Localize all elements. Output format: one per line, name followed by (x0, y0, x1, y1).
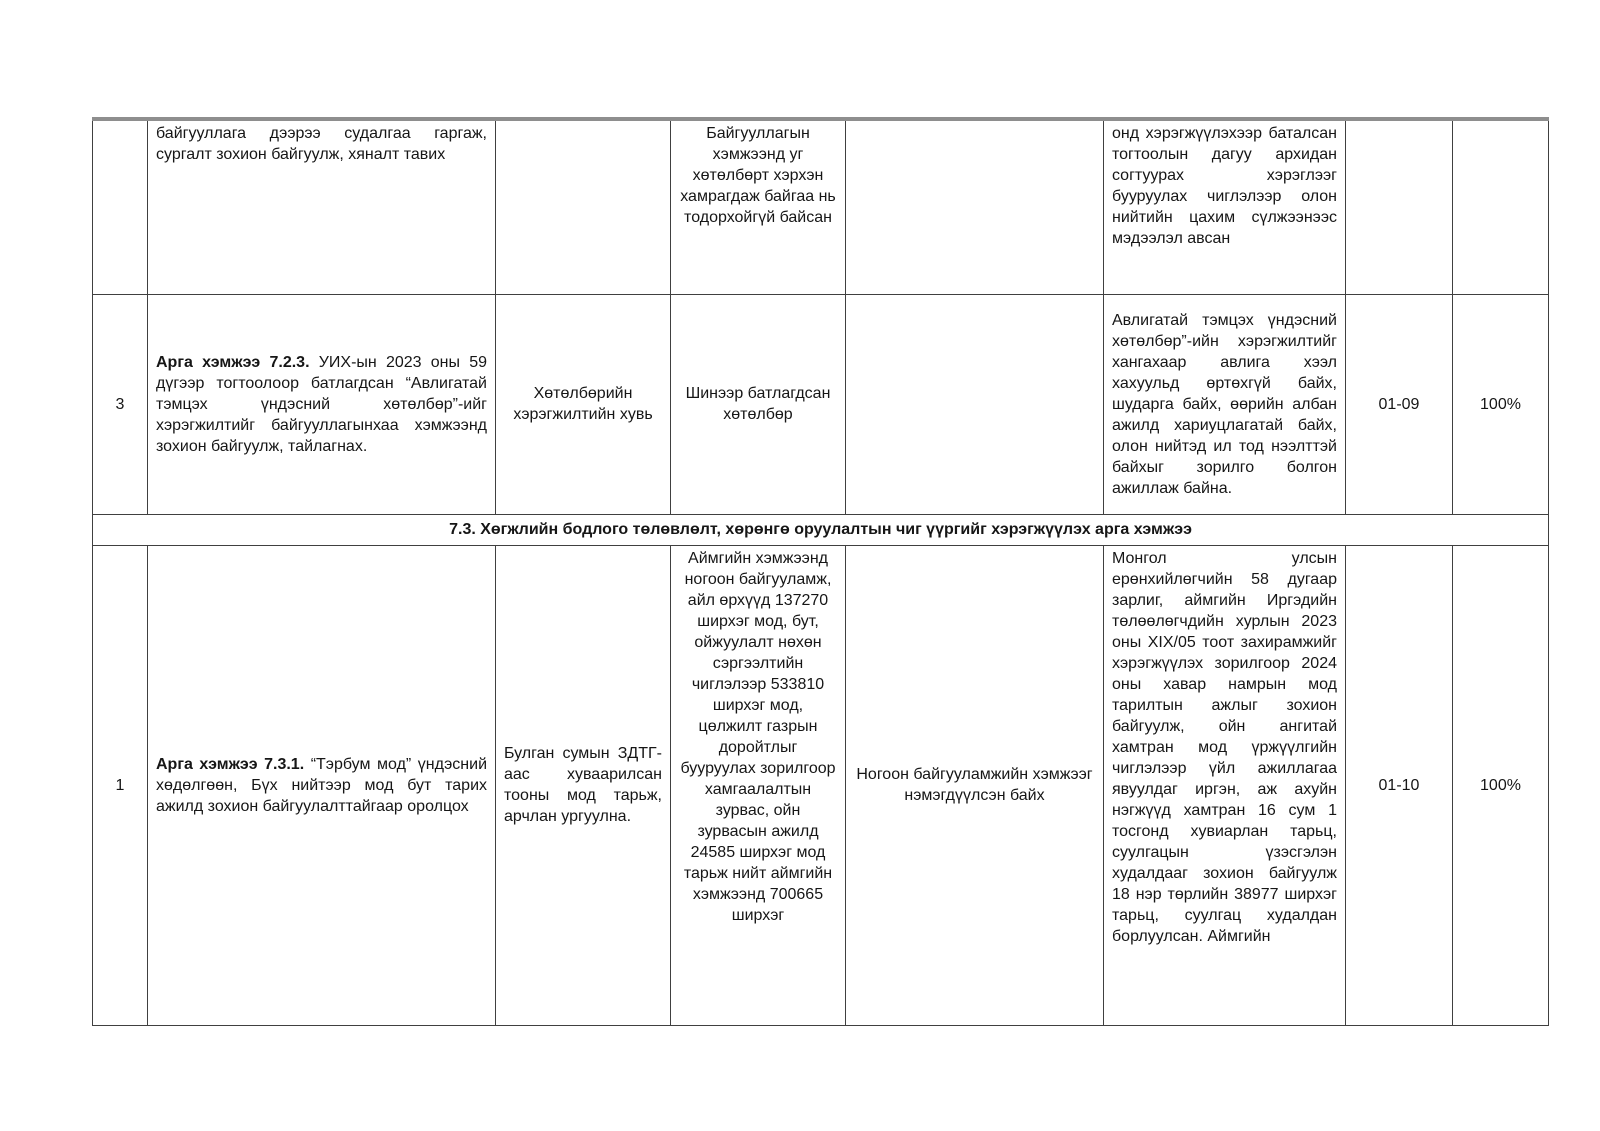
measure-text: УИХ-ын 2023 оны 59 дүгээр тогтоолоор батлагдсан “Авлигатай тэмцэх үндэсний хөтөлбөр”-ийг хэрэгжилтийг байгууллагынхаа хэмжээнд зохион байгуулж, тайлагнах. (156, 353, 487, 455)
measure-text: байгууллага дээрээ судалгаа гаргаж, сургалт зохион байгуулж, хяналт тавих (156, 125, 487, 163)
performance-text: Монгол улсын ерөнхийлөгчийн 58 дугаар зарлиг, аймгийн Иргэдийн төлөөлөгчдийн хурлын 2023 оны XIX/05 тоот захирамжийг хэрэгжүүлэх зорилгоор 2024 оны хавар намрын мод тарилтын ажлыг зохион байгуулж, ойн ангитай хамтран мод үржүүлгийн чиглэлээр үйл ажиллагаа явуулдаг иргэн, аж ахуйн нэгжүүд хамтран 16 сум 1 тосгонд хувиарлан тарьц, суулгацын үзэсгэлэн худалдааг зохион байгуулж 18 нэр төрлийн 38977 ширхэг тарьц, суулгац худалдан борлуулсан. Аймгийн (1112, 549, 1337, 945)
date-text: 01-09 (1378, 395, 1420, 413)
target-text: Аймгийн хэмжээнд ногоон байгууламж, айл өрхүүд 137270 ширхэг мод, бут, ойжуулалт нөхөн сэргээлтийн чиглэлээр 533810 ширхэг мод, цөлжилт газрын доройтлыг бууруулах зорилгоор хамгаалалтын зурвас, ойн зурвасын ажилд 24585 ширхэг мод тарьж нийт аймгийн хэмжээнд 700665 ширхэг (680, 549, 836, 924)
cell-performance (1104, 294, 1346, 514)
cell-percent (1453, 294, 1549, 514)
cell-performance (1104, 119, 1346, 294)
cell-no (93, 545, 148, 1025)
percent-text: 100% (1480, 395, 1521, 413)
table-row-continuation (93, 119, 1549, 294)
cell-indicator (496, 545, 671, 1025)
cell-indicator (496, 294, 671, 514)
date-text: 01-10 (1378, 776, 1420, 794)
measure-label: Арга хэмжээ 7.3.1. (156, 755, 305, 773)
cell-criteria (846, 119, 1104, 294)
target-text: Шинээр батлагдсан хөтөлбөр (685, 385, 831, 423)
table-row-1 (93, 545, 1549, 1025)
table-row-3 (93, 294, 1549, 514)
indicator-text: Хөтөлбөрийн хэрэгжилтийн хувь (513, 385, 653, 423)
row-number: 3 (115, 395, 125, 413)
measure-text: “Тэрбум мод” үндэсний хөдөлгөөн, Бүх нийтээр мод бут тарих ажилд зохион байгуулалттайгаар оролцох (156, 755, 488, 815)
cell-criteria (846, 294, 1104, 514)
row-number: 1 (115, 776, 125, 794)
cell-date (1346, 294, 1453, 514)
cell-percent (1453, 545, 1549, 1025)
performance-text: онд хэрэгжүүлэхээр баталсан тогтоолын дагуу архидан согтуурах хэрэглээг бууруулах чиглэлээр олон нийтийн цахим сүлжээнээс мэдээлэл авсан (1112, 125, 1337, 247)
cell-indicator (496, 119, 671, 294)
cell-date (1346, 119, 1453, 294)
cell-criteria (846, 545, 1104, 1025)
cell-percent (1453, 119, 1549, 294)
cell-no (93, 119, 148, 294)
cell-date (1346, 545, 1453, 1025)
section-header: 7.3. Хөгжлийн бодлого төлөвлөлт, хөрөнгө оруулалтын чиг үүргийг хэрэгжүүлэх арга хэмжээ (93, 514, 1549, 545)
cell-target (671, 545, 846, 1025)
activity-table (92, 117, 1549, 1026)
activity-table-wrap (92, 117, 1549, 1026)
cell-measure (148, 119, 496, 294)
percent-text: 100% (1480, 776, 1521, 794)
section-header-row (93, 514, 1549, 545)
target-text: Байгууллагын хэмжээнд уг хөтөлбөрт хэрхэн хамрагдаж байгаа нь тодорхойгүй байсан (680, 125, 836, 226)
cell-target (671, 119, 846, 294)
cell-target (671, 294, 846, 514)
performance-text: Авлигатай тэмцэх үндэсний хөтөлбөр”-ийн хэрэгжилтийг хангахаар авлига хээл хахуульд өртөхгүй байх, шударга байх, өөрийн албан ажилд хариуцлагатай байх, олон нийтэд ил тод нээлттэй байхыг зорилго болгон ажиллаж байна. (1112, 311, 1337, 497)
cell-measure (148, 545, 496, 1025)
cell-no (93, 294, 148, 514)
indicator-text: Булган сумын ЗДТГ-аас хуваарилсан тооны мод тарьж, арчлан ургуулна. (504, 745, 662, 825)
measure-label: Арга хэмжээ 7.2.3. (156, 353, 310, 371)
criteria-text: Ногоон байгууламжийн хэмжээг нэмэгдүүлсэн байх (856, 766, 1093, 804)
cell-measure (148, 294, 496, 514)
cell-performance (1104, 545, 1346, 1025)
